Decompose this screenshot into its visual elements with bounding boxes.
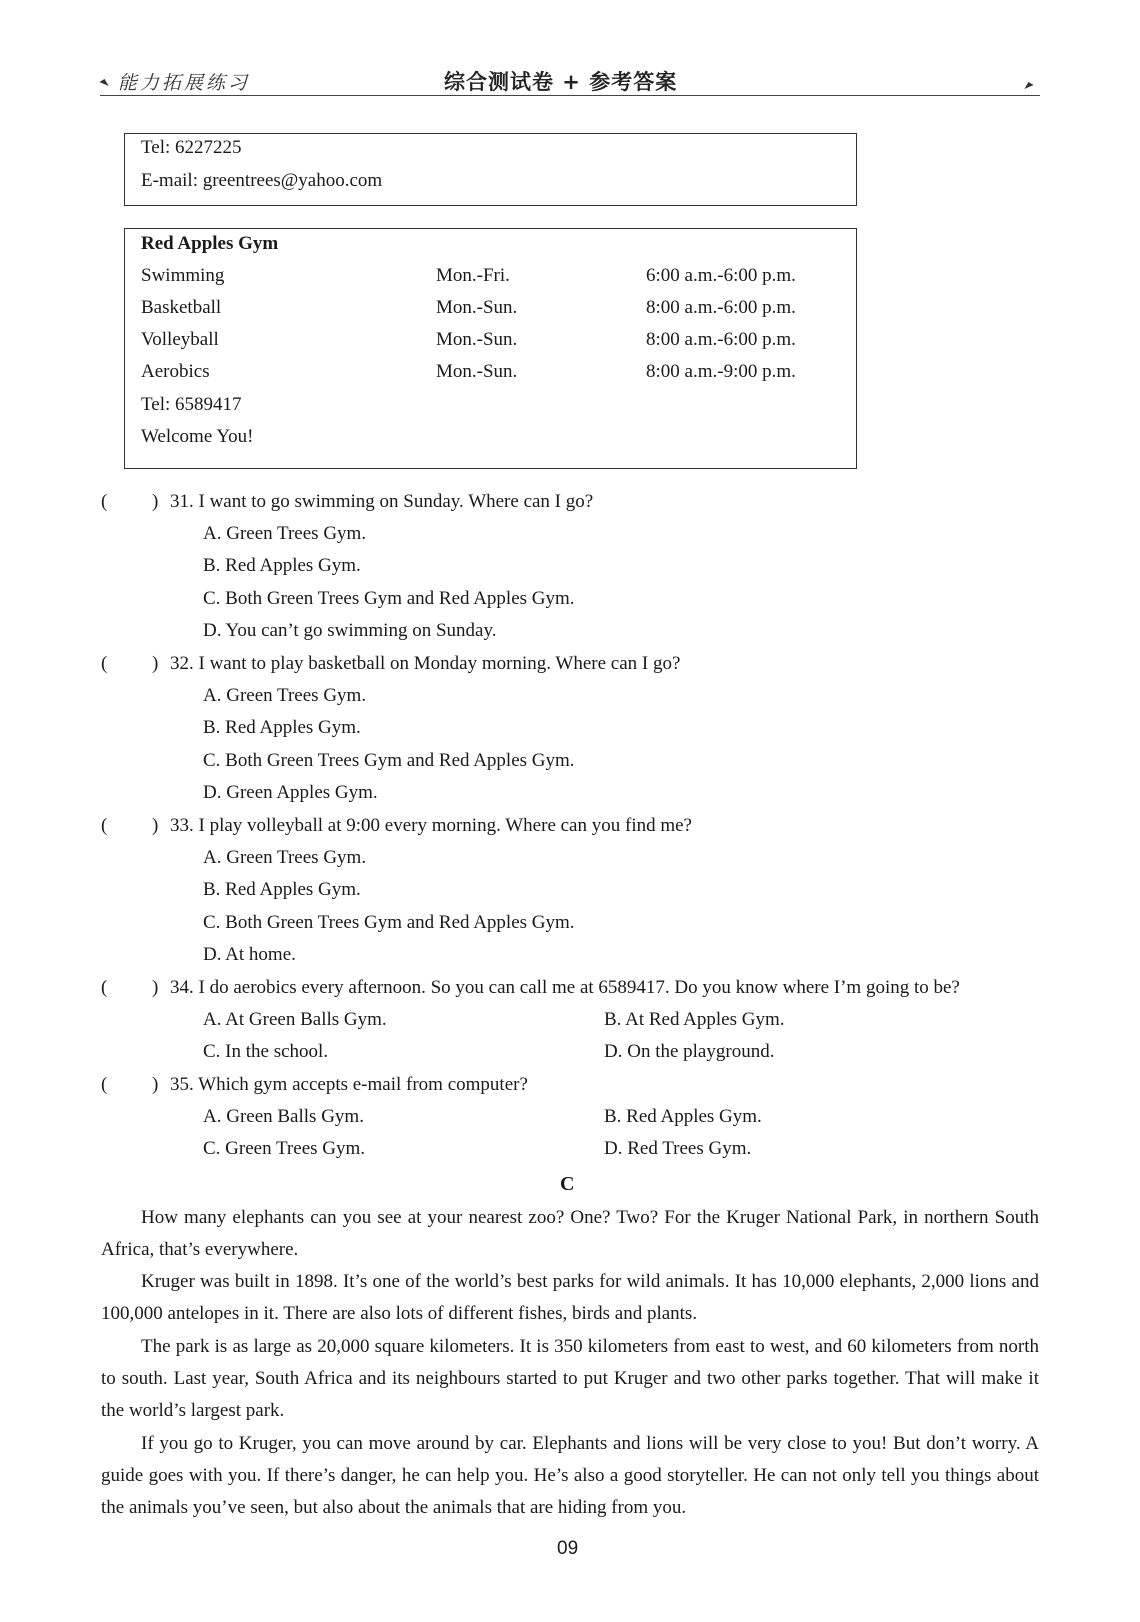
gym-hours: 8:00 a.m.-6:00 p.m. <box>646 329 796 350</box>
header-center-title: 综合测试卷 + 参考答案 <box>444 70 678 94</box>
gym-welcome: Welcome You! <box>141 426 254 447</box>
question-option: D. On the playground. <box>604 1041 775 1062</box>
contact-tel: Tel: 6227225 <box>141 137 242 158</box>
question-prompt: 33. I play volleyball at 9:00 every morning. Where can you find me? <box>170 815 692 836</box>
question-option: B. At Red Apples Gym. <box>604 1009 785 1030</box>
gym-title: Red Apples Gym <box>141 233 279 254</box>
reading-paragraph: Kruger was built in 1898. It’s one of the world’s best parks for wild animals. It has 10,000 elephants, 2,000 lions and 100,000 antelopes in it. There are also lots of different fishes, birds and plants. <box>101 1271 1039 1324</box>
answer-blank-close: ) <box>152 653 159 674</box>
gym-hours: 8:00 a.m.-6:00 p.m. <box>646 297 796 318</box>
answer-blank-close: ) <box>152 1074 159 1095</box>
section-heading: C <box>560 1173 575 1195</box>
question-option: B. Red Apples Gym. <box>203 879 361 900</box>
question-option: D. You can’t go swimming on Sunday. <box>203 620 497 641</box>
header-left-marker <box>99 79 108 89</box>
question-option: C. Both Green Trees Gym and Red Apples Gym. <box>203 912 575 933</box>
answer-blank-open: ( <box>101 815 108 836</box>
question-option: C. Green Trees Gym. <box>203 1138 366 1159</box>
gym-days: Mon.-Sun. <box>436 361 518 382</box>
gym-days: Mon.-Sun. <box>436 297 518 318</box>
gym-hours: 6:00 a.m.-6:00 p.m. <box>646 265 796 286</box>
question-option: A. Green Trees Gym. <box>203 685 367 706</box>
answer-blank-close: ) <box>152 977 159 998</box>
gym-days: Mon.-Sun. <box>436 329 518 350</box>
answer-blank-open: ( <box>101 977 108 998</box>
question-prompt: 35. Which gym accepts e-mail from computer? <box>170 1074 528 1095</box>
answer-blank-open: ( <box>101 653 108 674</box>
gym-activity: Aerobics <box>141 361 210 382</box>
gym-days: Mon.-Fri. <box>436 265 510 286</box>
gym-hours: 8:00 a.m.-9:00 p.m. <box>646 361 796 382</box>
answer-blank-close: ) <box>152 815 159 836</box>
reading-paragraph: If you go to Kruger, you can move around by car. Elephants and lions will be very close to you! But don’t worry. A guide goes with you. If there’s danger, he can help you. He’s also a good storyteller. He can not only tell you things about the animals you’ve seen, but also about the animals that are hiding from you. <box>101 1433 1039 1518</box>
question-option: B. Red Apples Gym. <box>203 717 361 738</box>
contact-email: E-mail: greentrees@yahoo.com <box>141 170 383 191</box>
question-option: D. Red Trees Gym. <box>604 1138 752 1159</box>
answer-blank-close: ) <box>152 491 159 512</box>
question-option: D. At home. <box>203 944 296 965</box>
question-prompt: 34. I do aerobics every afternoon. So you can call me at 6589417. Do you know where I’m going to be? <box>170 977 960 998</box>
question-option: A. Green Trees Gym. <box>203 847 367 868</box>
question-option: B. Red Apples Gym. <box>203 555 361 576</box>
question-option: A. At Green Balls Gym. <box>203 1009 387 1030</box>
question-option: C. In the school. <box>203 1041 329 1062</box>
question-option: C. Both Green Trees Gym and Red Apples Gym. <box>203 750 575 771</box>
question-option: A. Green Trees Gym. <box>203 523 367 544</box>
question-prompt: 31. I want to go swimming on Sunday. Where can I go? <box>170 491 594 512</box>
question-option: B. Red Apples Gym. <box>604 1106 762 1127</box>
question-option: D. Green Apples Gym. <box>203 782 378 803</box>
reading-paragraph: How many elephants can you see at your nearest zoo? One? Two? For the Kruger National Park, in northern South Africa, that’s everywhere. <box>101 1207 1039 1260</box>
header-left-title: 能力拓展练习 <box>118 73 251 94</box>
answer-blank-open: ( <box>101 491 108 512</box>
header-right-marker <box>1024 82 1033 92</box>
gym-tel: Tel: 6589417 <box>141 394 242 415</box>
gym-activity: Swimming <box>141 265 225 286</box>
gym-activity: Basketball <box>141 297 222 318</box>
page-number: 09 <box>557 1538 579 1559</box>
question-prompt: 32. I want to play basketball on Monday morning. Where can I go? <box>170 653 681 674</box>
reading-paragraph: The park is as large as 20,000 square kilometers. It is 350 kilometers from east to west, and 60 kilometers from north to south. Last year, South Africa and its neighbours started to put Kruger and two other parks together. That will make it the world’s largest park. <box>101 1336 1039 1421</box>
answer-blank-open: ( <box>101 1074 108 1095</box>
question-option: A. Green Balls Gym. <box>203 1106 364 1127</box>
gym-activity: Volleyball <box>141 329 219 350</box>
header-rule <box>100 95 1040 96</box>
question-option: C. Both Green Trees Gym and Red Apples Gym. <box>203 588 575 609</box>
